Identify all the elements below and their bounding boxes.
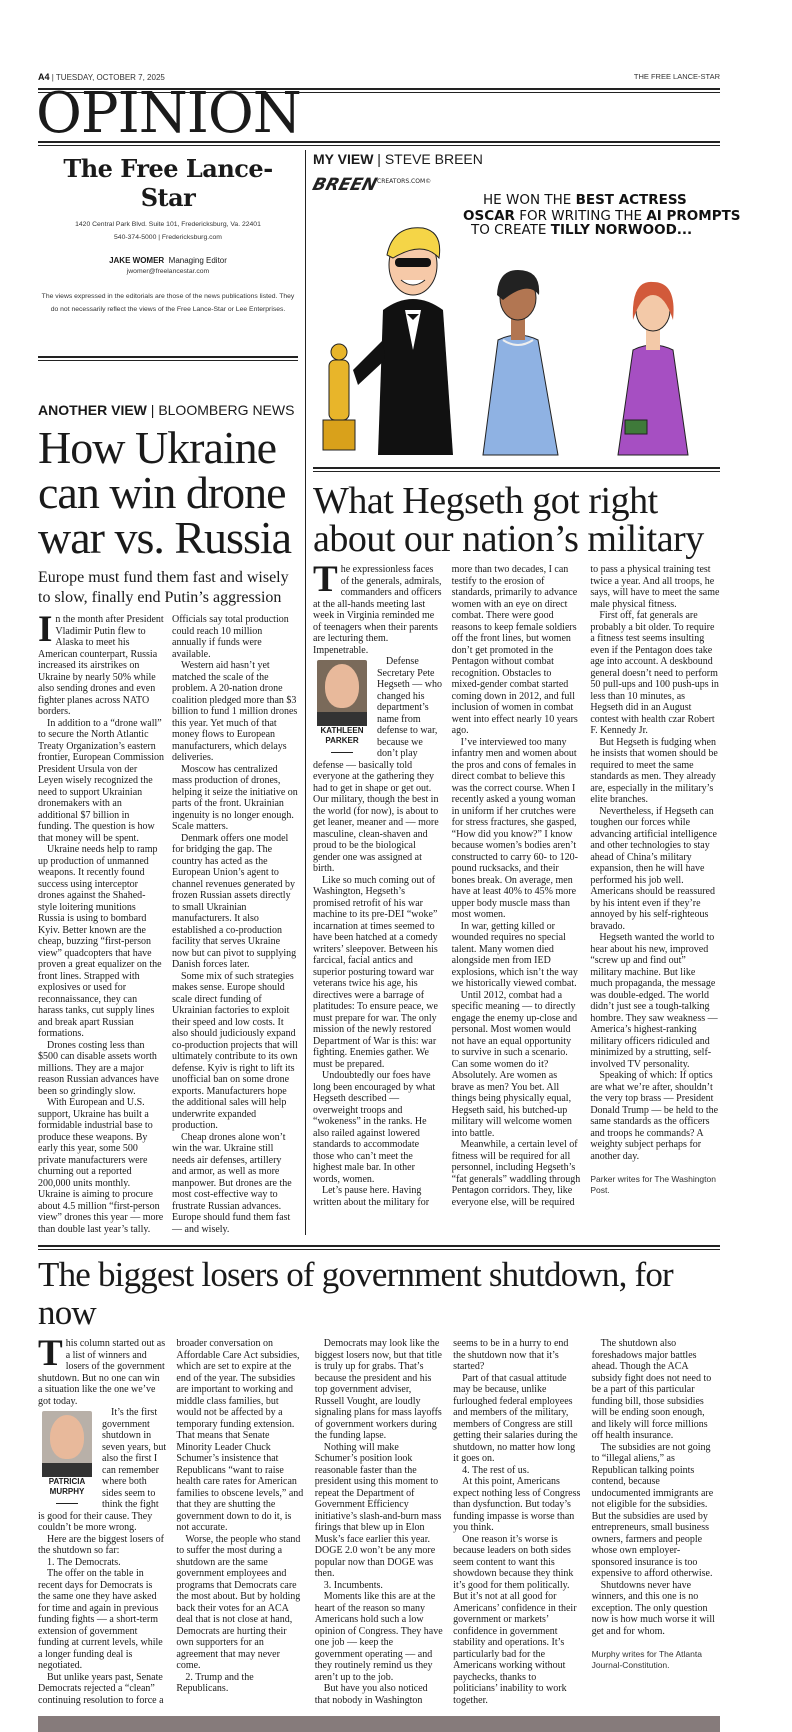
paragraph: 4. The rest of us. [462,1464,530,1476]
paragraph: Moments like this are at the heart of the reason so many Americans hold such a low opinion of Congress. They have one job — keep the government operating — and they routinely remind us they aren’t up to the job. [314,1591,443,1683]
paragraph: 3. Incumbents. [323,1579,383,1591]
paragraph: Democrats may look like the biggest losers now, but that title is truly up for grabs. That’s because the president and his top government adviser, Russell Vought, are loudly signaling plans for mass layoffs of government workers during the funding lapse. [314,1338,442,1441]
divider [56,1503,78,1504]
section-title: OPINION [36,81,301,146]
author-headshot [317,660,367,722]
paragraph: Like so much coming out of Washington, Hegseth’s promised retrofit of his war machine to its pre-DEI “woke” incarnation at times seemed to have been hatched at a comedy writers’ sleepover. Between his farcical, facial antics and superior posturing toward war veterans twice his age, his directives were a barrage of platitudes: To ensure peace, we must prepare for war. The only mission of the newly restored Department of War is this: war fighting. Enemies gather. We must be prepared. [313,874,438,1070]
masthead [38,154,298,316]
paragraph: Meanwhile, a certain level of fitness will be required for all personnel, including Hegseth’s “fat generals” waddling through Pentagon corridors. They, like everyone else, will be required to pass a physical training test twice a year. And all troops, he says, will have to meet the same male physical fitness. [451,564,720,1208]
paragraph: I’ve interviewed too many infantry men and women about the pros and cons of females in direct combat to believe this was the correct course. When I recently asked a young woman in uniform if her crutches were for stress fractures, she gasped, “How did you know?” I know because women’s bodies aren’t constructed to carry 60- to 120-pound rucksacks, and their bones break. On average, men have at least 40% to 45% more upper body muscle mass than most women. [451,736,579,920]
article-headline: How Ukraine can win drone war vs. Russia [38,422,292,563]
paragraph: Here are the biggest losers of the shutdown so far: [38,1533,164,1556]
page-number: A4 [38,72,50,82]
cartoonist-signature: BREEN [310,175,380,195]
paper-logo: The Free Lance-Star [63,154,273,212]
paragraph: With European and U.S. support, Ukraine has built a formidable industrial base to produce these weapons. By early this year, some 500 private manufacturers were churning out a reported 200,000 units monthly. Ukraine is aiming to procure about 4.5 million “first-person view” drones this year — more than double last year’s tally. Officials say total production could reach 10 million annually if funds were available. [38,614,289,1235]
article-headline: The biggest losers of government shutdown, for now [38,1255,673,1332]
divider [38,1245,720,1250]
paragraph: 1. The Democrats. [47,1556,121,1568]
editor [38,256,298,265]
author-photo [313,660,371,753]
left-column [38,150,298,1235]
paragraph: The offer on the table in recent days for Democrats is the same one they have asked for time and again in previous funding fights — a short-term extension of government funding at current levels, while a longer funding deal is negotiated. [38,1568,163,1671]
footer-bar [38,1716,720,1732]
column-divider [305,150,306,1235]
paragraph: But Hegseth is fudging when he insists that women should be required to meet the same standards as men. They already are, especially in the military’s elite branches. [590,736,718,805]
cartoon-kicker: MY VIEW | STEVE BREEN [313,151,483,167]
right-column [310,150,741,1235]
paragraph: Shutdowns never have winners, and this one is no exception. The only question now is how much worse it will get and for whom. [591,1579,715,1637]
cartoon-credit: CREATORS.COM© [377,178,432,185]
disclaimer: The views expressed in the editorials are those of the news publications listed. They do not necessarily reflect the views of the Free Lance-Star or Lee Enterprises. [41,293,295,313]
paragraph: One reason it’s worse is because leaders on both sides seem content to want this showdown because they think it’s good for them politically. But it’s not at all good for Americans’ confidence in their government or markets’ confidence in government stability and operations. It’s particularly bad for the Americans working without paychecks, thanks to politicians’ inability to work together. [453,1533,577,1706]
paragraph: Worse, the people who stand to suffer the most during a shutdown are the same government employees and programs that Democrats care the most about. But by holding back their votes for an ACA deal that is not close at hand, Democrats are hurting their own supporters for an agreement that may never come. [176,1533,301,1671]
author-first-name: PATRICIA [48,1477,86,1486]
author-tagline: Murphy writes for The Atlanta Journal-Constitution. [591,1649,702,1670]
article-body [313,559,720,1208]
paragraph: Speaking of which: If optics are what we’re after, shouldn’t the very top brass — President Donald Trump — be held to the same standards as the officers and troops he commands? A weighty subject perhaps for another day. [590,1070,719,1162]
author-headshot [42,1411,92,1473]
kicker-label: MY VIEW [313,151,374,167]
paragraph: In war, getting killed or wounded requires no special talent. Many women died alongside men from IED explosions, which isn’t the way we historically viewed combat. [451,920,578,989]
author-last-name: PARKER [325,736,359,745]
svg-text:TO CREATE TILLY NORWOOD...: TO CREATE TILLY NORWOOD... [471,222,693,238]
divider [331,752,353,753]
divider [38,141,720,146]
divider [313,467,720,472]
paragraph: The subsidies are not going to “illegal aliens,” as Republican talking points contend, because undocumented immigrants are not eligible for the subsidies. But the subsidies are used by entrepreneurs, small business owners, farmers and people whose own employer-sponsored insurance is too expensive to afford otherwise. [591,1441,714,1579]
paragraph: In addition to a “drone wall” to secure the North Atlantic Treaty Organization’s eastern frontier, European Commission President Ursula von der Leyen wisely recognized the need to support Ukrainian dronemakers with an additional $7 billion in funding. The question is how that money will be spent. [38,717,164,844]
paragraph: In the month after President Vladimir Putin flew to Alaska to meet his American counterpart, Russia increased its airstrikes on Ukraine by nearly 50% while also sending drones and even fighter planes across NATO borders. [38,609,164,717]
paragraph: Until 2012, combat had a specific meaning — to directly engage the enemy up-close and personal. Most women would not have an equal opportunity to survive in such a scenario. Can some women do it? Absolutely. Are women as brave as men? You bet. All things being physically equal, Hegseth said, his butched-up military will welcome women into battle. [451,989,578,1139]
author-last-name: MURPHY [49,1487,85,1496]
paragraph: Undoubtedly our foes have long been encouraged by what Hegseth described — overweight troops and “wokeness” in the ranks. He also railed against lowered standards to accommodate those who can’t meet the highest male bar. In other words, women. [313,1070,436,1185]
author-photo [38,1411,96,1504]
paragraph: Nothing will make Schumer’s position look reasonable faster than the president using this moment to repeat the Department of Government Efficiency initiative’s slash-and-burn mass firings that blew up in Elon Musk’s face earlier this year. DOGE 2.0 won’t be any more popular now than DOGE was then. [314,1441,442,1579]
paragraph: Let’s pause here. Having written about the military for more than two decades, I can testify to the erosion of standards, primarily to advance women with an eye on direct combat. There were good reasons to keep female soldiers off the front lines, but women don’t get promoted in the Pentagon without combat recognition. Obstacles to mixed-gender combat started coming down in 2012, and full inclusion of women in combat went into effect nearly 10 years ago. [313,564,578,1208]
paragraph: Western aid hasn’t yet matched the scale of the problem. A 20-nation drone coalition pledged more than $3 billion to fund 1 million drones this year. Yet much of that money flows to European manufacturers, which delays deliveries. [172,660,298,763]
article-body [38,1333,720,1706]
address: 1420 Central Park Blvd. Suite 101, Fredericksburg, Va. 22401 [75,221,261,228]
paragraph: This column started out as a list of winners and losers of the government shutdown. But no one can win a situation like the one we’ve got today. [38,1333,166,1407]
paragraph: Drones costing less than $500 can disable assets worth millions. They are a major reason Russian advances have been so grindingly slow. [38,1039,159,1097]
editor-email[interactable]: jwomer@freelancestar.com [126,268,210,275]
editorial-cartoon [310,170,741,457]
paragraph: But have you also noticed that nobody in Washington seems to be in a hurry to end the shutdown now that it’s started? [314,1338,569,1706]
article-subhead: Europe must fund them fast and wisely to slow, finally end Putin’s aggression [38,569,289,606]
paragraph: It’s the first government shutdown in seven years, but also the first I can remember where both sides seem to think the fight is good for their cause. They couldn’t be more wrong. [38,1407,167,1533]
oscar-statue-icon [323,344,355,450]
paragraph: Cheap drones alone won’t win the war. Ukraine still needs air defenses, artillery and armor, as well as more manpower. But drones are the most cost-effective way to frustrate Russian advances. Europe should fund them fast — and wisely. [172,1131,292,1235]
paragraph: Denmark offers one model for bridging the gap. The country has acted as the European Union’s agent to channel revenues generated by frozen Russian assets directly to small Ukrainian manufacturers. It also established a co-production facility that serves Ukraine now but can pivot to supplying Danish forces later. [172,832,297,970]
kicker-label: ANOTHER VIEW [38,402,147,418]
paragraph: At this point, Americans expect nothing less of Congress than dysfunction. But today’s funding impasse is worse than you think. [453,1476,581,1533]
contact: 540-374-5000 | Fredericksburg.com [114,234,222,241]
article-intro [38,1333,167,1534]
paragraph: 2. Trump and the Republicans. [176,1671,254,1694]
article-kicker: ANOTHER VIEW | BLOOMBERG NEWS [38,402,295,418]
paragraph: Part of that casual attitude may be because, unlike furloughed federal employees and members of the military, members of Congress are still getting their salaries during the shutdown, no matter how long it goes on. [453,1372,578,1464]
page-content [38,150,741,1732]
svg-text:OSCAR FOR WRITING THE AI PROMP: OSCAR FOR WRITING THE AI PROMPTS [463,208,741,224]
author-first-name: KATHLEEN [320,726,364,735]
article-headline: What Hegseth got right about our nation’s military [313,480,704,560]
divider [38,356,298,361]
paragraph: Moscow has centralized mass production of drones, helping it seize the initiative on parts of the front. Ukrainian ingenuity is no longer enough. Scale matters. [172,763,298,832]
editor-name: JAKE WOMER [109,256,165,265]
issue-date: TUESDAY, OCTOBER 7, 2025 [55,73,165,82]
kicker-source: BLOOMBERG NEWS [158,402,295,418]
article-intro [313,559,443,875]
paragraph: The shutdown also foreshadows major battles ahead. Though the ACA subsidy fight does not need to be a part of this particular funding bill, those subsidies will be ending soon enough, and likely will force millions off health insurance. [591,1338,712,1441]
author-tagline: Parker writes for The Washington Post. [590,1174,716,1195]
paragraph: Hegseth wanted the world to hear about his new, improved “screw up and find out” military machine. But like much propaganda, the message was double-edged. The world didn’t just see a tough-talking hombre. They saw weakness — America’s highest-ranking military officers ridiculed and minimized by a strutting, self-involved TV personality. [590,932,718,1070]
paragraph: Defense Secretary Pete Hegseth — who changed his department’s name from defense to war, because we don’t play defense — basically told everyone at the gathering they had to get in shape or get out. Our military, though the best in the world (for now), is about to get leaner, meaner and — more masculine, clean-shaven and proud to be the biological gender one was assigned at birth. [313,656,442,874]
article-body [38,609,298,1235]
kicker-source: STEVE BREEN [384,151,483,167]
paragraph: Ukraine needs help to ramp up production of unmanned weapons. It recently found success using interceptor drones against the Shahed-style loitering munitions Russia is using to bombard Kyiv. Better known are the cheap, buzzing “first-person view” quadcopters that have proven a great equalizer on the front lines. Strapped with explosives or used for reconnaissance, they can harass tanks, cut supply lines and break apart Russian formations. [38,844,162,1039]
cartoon-caption [463,192,741,238]
top-row [38,150,741,1235]
paragraph: The expressionless faces of the generals, admirals, commanders and officers at the all-hands meeting last week in Virginia reminded me of teenagers when their parents are lecturing them. Impenetrable. [313,559,442,656]
paragraph: But unlike years past, Senate Democrats rejected a “clean” continuing resolution to force a broader conversation on Affordable Care Act subsidies, which are set to expire at the end of the year. The subsidies are important to working and middle class families, but would not be affected by a temporary funding extension. That means that Senate Minority Leader Chuck Schumer’s insistence that Republicans “want to raise health care rates for American families to obscene levels,” and that they are shutting the government down to do it, is not accurate. [38,1338,304,1706]
svg-text:HE WON THE BEST ACTRESS: HE WON THE BEST ACTRESS [483,192,687,208]
paragraph: Some mix of such strategies makes sense. Europe should scale direct funding of Ukrainian factories to exploit their speed and low costs. It also should judiciously expand co-production projects that will ultimately contribute to its own defense. Kyiv is right to lift its unofficial ban on some drone exports. Manufacturers hope the additional sales will help underwrite expanded production. [172,970,298,1131]
folio: A4 | TUESDAY, OCTOBER 7, 2025 [38,72,165,82]
man-in-tuxedo [353,228,453,455]
paragraph: Nevertheless, if Hegseth can toughen our forces while advancing artificial intelligence and other technologies to stay ahead of China’s military expansion, then he will have performed his job well. Americans should be reassured by his intent even if they’re annoyed by his self-righteous bravado. [590,805,717,932]
woman-purple-dress [618,282,688,455]
paragraph: First off, fat generals are probably a bit older. To require a fitness test seems insulting even if the Pentagon does take age into account. A deskbound general doesn’t need to perform 50 pull-ups and 100 push-ups in less than 10 minutes, as Hegseth did in an August contest with health czar Robert F. Kennedy Jr. [590,610,719,736]
woman-blue-dress [483,270,558,455]
editor-title: Managing Editor [168,256,227,265]
paper-name: THE FREE LANCE-STAR [633,72,720,81]
